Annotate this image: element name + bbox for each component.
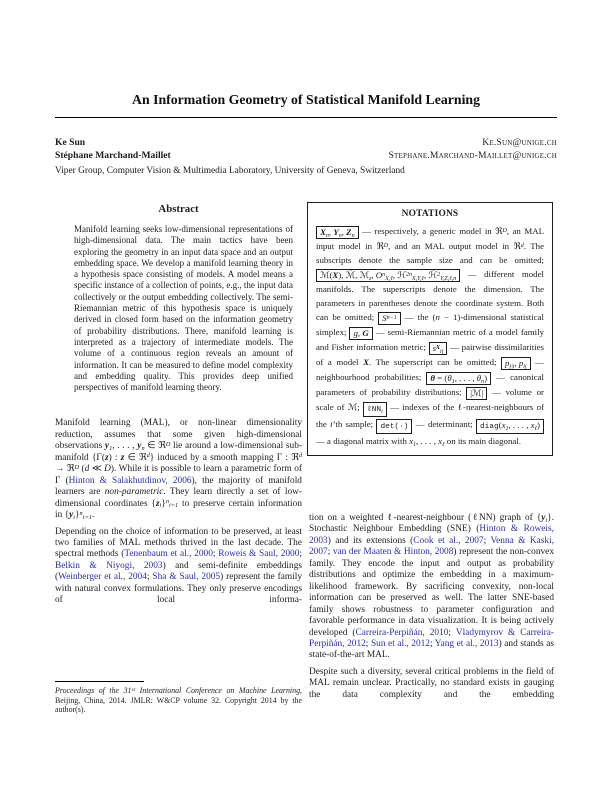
text-segment: — canonical parameters of probability distributions; <box>316 372 544 398</box>
text-segment: n <box>141 445 145 453</box>
title-rule <box>55 117 557 118</box>
text-segment: . The superscript can be omitted; <box>368 357 501 368</box>
text-segment: , <box>341 227 347 237</box>
text-segment: D <box>502 227 507 234</box>
text-segment: y <box>69 510 74 521</box>
text-segment: ℓ <box>534 426 538 433</box>
notation-boxed-item <box>466 387 487 400</box>
text-segment: n <box>338 232 342 239</box>
text-segment: ) and stands as state-of-the-art MAL. <box>309 638 554 661</box>
text-segment: p <box>505 358 510 369</box>
text-segment: − 1)-dimensional statistical simplex; <box>316 312 544 338</box>
text-segment: ) and its extensions ( <box>327 535 414 546</box>
text-segment: X,ℓ <box>385 275 393 282</box>
text-segment: , ℋ̃ <box>423 270 438 281</box>
notation-boxed-item <box>349 327 372 340</box>
text-segment: — neighbourhood probabilities; <box>316 357 544 383</box>
text-segment: ∈ ℜ <box>124 452 147 463</box>
text-segment: ), the majority of manifold learners are <box>55 475 302 498</box>
text-segment: n <box>351 232 355 239</box>
text-segment: , and an MAL output model in ℜ <box>388 241 521 251</box>
text-segment: p <box>518 358 524 369</box>
text-segment: ≪ <box>89 464 105 475</box>
text-segment: Manifold learning (MAL), or non-linear dimensionality reduction, assumes that some given high-dimensional observations <box>55 418 302 452</box>
text-segment: ), ℳ̃, ℳ <box>338 270 370 281</box>
notation-boxed-item <box>316 269 460 282</box>
affiliation: Viper Group, Computer Vision & Multimedia Laboratory, University of Geneva, Switzerland <box>55 166 405 176</box>
text-segment: lie around a low-dimensional sub-manifold {Γ( <box>55 441 302 463</box>
citation-link[interactable]: Venna & Kaski, 2007 <box>309 535 555 558</box>
text-segment: International Conference on Machine Learning <box>135 686 301 695</box>
left-column <box>55 197 302 612</box>
author-block <box>55 136 557 177</box>
text-segment: non-parametric <box>104 487 164 498</box>
text-segment: ) <box>484 373 488 384</box>
text-segment: 2 <box>437 271 441 278</box>
notation-boxed-item <box>378 312 400 325</box>
text-segment: X <box>436 345 441 352</box>
text-segment: y <box>137 441 142 452</box>
body-paragraph <box>309 513 554 662</box>
text-segment: i <box>545 516 548 524</box>
text-segment: X,Y,ℓ <box>412 275 424 282</box>
notations-body <box>316 224 544 448</box>
text-segment: d <box>146 452 150 460</box>
text-segment: ; <box>299 549 302 560</box>
text-segment: X <box>332 270 339 281</box>
text-segment: Proceedings of the 31 <box>55 686 132 695</box>
text-segment: i=1 <box>168 502 179 510</box>
text-segment: D <box>165 440 171 448</box>
citation-link[interactable]: Yang et al., 2013 <box>434 638 499 649</box>
text-segment: . They learn directly a set of low-dimensional coordinates { <box>55 487 302 509</box>
text-segment: ℓ <box>442 442 445 449</box>
text-segment: x <box>530 420 535 431</box>
citation-link[interactable]: Carreira-Perpiñán, 2010 <box>355 627 449 638</box>
text-segment: Z <box>346 227 352 237</box>
text-segment: x <box>438 436 443 447</box>
body-paragraph <box>309 667 554 701</box>
text-segment: , . . . , <box>454 373 477 384</box>
text-segment: , <box>514 358 519 369</box>
text-segment: ’th sample; <box>332 419 377 430</box>
text-segment: Despite such a diversity, several critical problems in the field of MAL remain unclear. Practically, no standard exists in gauging the data complexity and the embedding <box>309 666 554 700</box>
text-segment: i <box>73 513 76 521</box>
text-segment: . The subscripts denote the sample size and can be omitted; <box>316 241 545 266</box>
text-segment: 1 <box>109 445 113 453</box>
citation-link[interactable]: Roweis & Saul, 2000 <box>218 549 300 560</box>
text-segment: n <box>79 509 83 517</box>
notations-box <box>307 202 553 456</box>
text-segment: , <box>371 270 376 281</box>
text-segment: → ℜ <box>55 464 75 475</box>
right-column <box>309 513 554 706</box>
text-segment: Y <box>333 227 339 237</box>
text-segment: — the ( <box>400 312 436 323</box>
text-segment: i <box>381 409 383 416</box>
text-segment: ( <box>498 420 502 431</box>
text-segment: D <box>383 242 389 249</box>
text-segment: O <box>375 270 383 281</box>
text-segment: j|i <box>509 364 515 371</box>
text-segment: D <box>74 463 80 471</box>
text-segment: — different model manifolds. The superscripts denote the dimension. The parameters in parentheses denote the coordinate system. Both can be omitted; <box>316 269 544 323</box>
text-segment: ij <box>523 364 527 371</box>
text-segment: ℓNN <box>367 406 382 415</box>
text-segment: — determinant; <box>412 419 476 430</box>
text-segment: i=1 <box>82 513 92 521</box>
text-segment: n−1 <box>386 315 397 322</box>
citation-link[interactable]: Tenenbaum et al., 2000 <box>124 549 213 560</box>
text-segment: ; <box>212 549 219 560</box>
text-segment: θ <box>447 373 452 384</box>
text-segment: ij <box>440 349 444 356</box>
citation-link[interactable]: Hinton & Salakhutdinov, 2006 <box>68 475 192 486</box>
text-segment: , <box>328 227 334 237</box>
text-segment: , . . . , <box>112 441 138 452</box>
text-segment: }. Stochastic Neighbour Embedding (SNE) ( <box>309 513 554 535</box>
text-segment: = ( <box>434 373 448 384</box>
text-segment: } <box>75 510 80 521</box>
notations-heading: NOTATIONS <box>401 209 459 219</box>
text-segment: tion on a weighted ℓ-nearest-neighbour (ℓNN) graph of { <box>309 513 542 523</box>
text-segment: on its main diagonal. <box>444 436 521 447</box>
text-segment: ) represent the non-convex family. They encode the input and output as probability distributions and optimize the embedding in a maximum-likelihood framework. By sacrificing convexity, non-local information can be preserved as well. The latter SNE-based family shows robustness to parameter configuration and favorable performance in data visualization. It is being actively developed ( <box>309 547 554 638</box>
text-segment: 1 <box>451 379 455 386</box>
text-segment: z <box>155 498 160 509</box>
text-segment: y <box>541 513 546 523</box>
citation-link[interactable]: Weinberger et al., 2004 <box>58 572 147 583</box>
footnote-rule <box>55 681 144 682</box>
text-segment: y <box>104 441 110 452</box>
text-segment: ; <box>483 535 491 546</box>
text-segment: — respectively, a generic model in ℜ <box>358 226 503 236</box>
text-segment: — indexes of the ℓ-nearest-neighbours of the <box>316 402 544 430</box>
text-segment: ; <box>365 638 371 649</box>
text-segment: θ <box>476 373 482 384</box>
text-segment: Depending on the choice of information to be preserved, at least two families of MAL methods thrived in the last decade. The spectral methods ( <box>55 526 302 560</box>
author-name: Ke Sun <box>55 137 86 148</box>
text-segment: 1 <box>413 442 417 449</box>
text-segment: i <box>330 419 333 430</box>
text-segment: diag <box>479 423 499 432</box>
text-segment: θ <box>430 373 435 384</box>
citation-link[interactable]: Sun et al., 2012 <box>370 638 430 649</box>
text-segment: z <box>104 452 109 463</box>
text-segment: Y,Z,ℓ,n <box>440 275 457 282</box>
text-segment: z <box>120 452 125 463</box>
text-segment: 1 <box>505 426 509 433</box>
text-segment: D <box>104 464 111 475</box>
text-segment: ( <box>79 464 85 475</box>
text-segment: n <box>325 232 329 239</box>
author-row <box>55 136 557 149</box>
author-email-link[interactable]: Ke.Sun@unige.ch <box>482 137 557 148</box>
text-segment: x <box>409 436 414 447</box>
paper-title: An Information Geometry of Statistical Manifold Learning <box>132 92 480 107</box>
notation-boxed-item <box>501 357 531 370</box>
author-row <box>55 149 557 162</box>
text-segment: n <box>165 498 169 506</box>
text-segment: — a diagonal matrix with <box>316 436 410 447</box>
text-segment: d <box>84 464 90 475</box>
notation-boxed-item <box>429 342 448 355</box>
text-segment: — pairwise dissimilarities of a model <box>316 342 544 368</box>
text-segment: to preserve certain information in { <box>55 498 302 521</box>
text-segment: s <box>432 343 437 354</box>
text-segment: — semi-Riemannian metric of a model family and Fisher information metric; <box>316 327 544 353</box>
notation-boxed-item <box>426 372 491 385</box>
author-name: Stéphane Marchand-Maillet <box>55 150 171 161</box>
notation-boxed-item <box>376 419 412 434</box>
text-segment: ; <box>448 627 456 638</box>
text-segment: x <box>501 420 506 431</box>
abstract-heading: Abstract <box>158 203 199 215</box>
text-segment: z <box>369 275 372 282</box>
citation-link[interactable]: Belkin & Niyogi, 2003 <box>55 560 163 571</box>
text-segment: ). While it is possible to learn a parametric form of Γ ( <box>55 464 302 486</box>
text-segment: X <box>320 227 326 237</box>
text-segment: ) and semi-definite embeddings ( <box>55 560 303 583</box>
text-segment: X <box>363 357 369 368</box>
text-segment: , ℋ <box>392 270 407 281</box>
text-segment: . <box>91 510 95 521</box>
text-segment: , Beijing, China, 2014. JMLR: W&CP volume 32. Copyright 2014 by the author(s). <box>55 686 302 715</box>
text-segment: , . . . , <box>416 436 439 447</box>
text-segment: G <box>362 328 369 339</box>
body-paragraph <box>55 527 302 607</box>
notation-boxed-item <box>476 419 544 434</box>
text-segment: i <box>159 502 162 510</box>
text-segment: n <box>382 271 386 278</box>
author-email-link[interactable]: Stephane.Marchand-Maillet@unige.ch <box>388 150 557 161</box>
notation-boxed-item <box>316 226 359 239</box>
citation-link[interactable]: van der Maaten & Hinton, 2008 <box>332 547 454 558</box>
citation-link[interactable]: Cook et al., 2007 <box>413 535 484 546</box>
footnote-text <box>55 686 302 715</box>
text-segment: , an MAL input model in ℜ <box>316 226 545 251</box>
citation-link[interactable]: Hinton & Roweis, 2003 <box>309 524 555 546</box>
text-segment: g <box>353 328 358 339</box>
text-segment: , . . . , <box>508 420 531 431</box>
text-segment: } induced by a smooth mapping Γ : ℜ <box>149 452 299 463</box>
text-segment: st <box>131 686 136 693</box>
text-segment: det(·) <box>380 423 409 432</box>
text-segment: d <box>520 242 524 249</box>
text-segment: ; <box>429 638 435 649</box>
text-segment: |ℳ| <box>470 388 484 399</box>
text-segment: , <box>357 328 363 339</box>
text-segment: ; <box>146 572 153 583</box>
abstract-text: Manifold learning seeks low-dimensional representations of high-dimensional data. The main tactics have been exploring the geometry in an input data space and an output embedding space. We develop a manifold learning theory in a hypothesis space consisting of models. A model means a specific instance of a collection of points, e.g., the input data collectively or the output embedding collectively. The semi-Riemannian metric of this hypothesis space is uniquely derived in closed form based on the information geometry of probability distributions. There, manifold learning is interpreted as a trajectory of intermediate models. The volume of a continuous region reveals an amount of information. It can be measured to define model complexity and embedding quality. This provides deep unified perspectives of manifold learning theory. <box>74 224 293 393</box>
text-segment: n <box>481 379 485 386</box>
text-segment: 2n <box>406 271 413 278</box>
body-paragraph <box>55 418 302 521</box>
text-segment: — volume or scale of ℳ; <box>316 387 544 413</box>
text-segment: n <box>435 312 440 323</box>
text-segment: ∈ ℜ <box>144 441 166 452</box>
text-segment: S <box>382 313 387 324</box>
notation-boxed-item <box>363 402 387 417</box>
text-segment: ; <box>327 547 333 558</box>
citation-link[interactable]: Vladymyrov & Carreira-Perpiñán, 2012 <box>309 627 554 649</box>
text-segment: } <box>161 498 166 509</box>
text-segment: ) represent the family with natural convex formulations. They only preserve encodings of local informa- <box>55 572 302 606</box>
citation-link[interactable]: Sha & Saul, 2005 <box>152 572 221 583</box>
text-segment: ) <box>537 420 540 431</box>
text-segment: ) : <box>108 452 121 463</box>
text-segment: ℳ( <box>320 270 333 281</box>
text-segment: d <box>298 452 302 460</box>
